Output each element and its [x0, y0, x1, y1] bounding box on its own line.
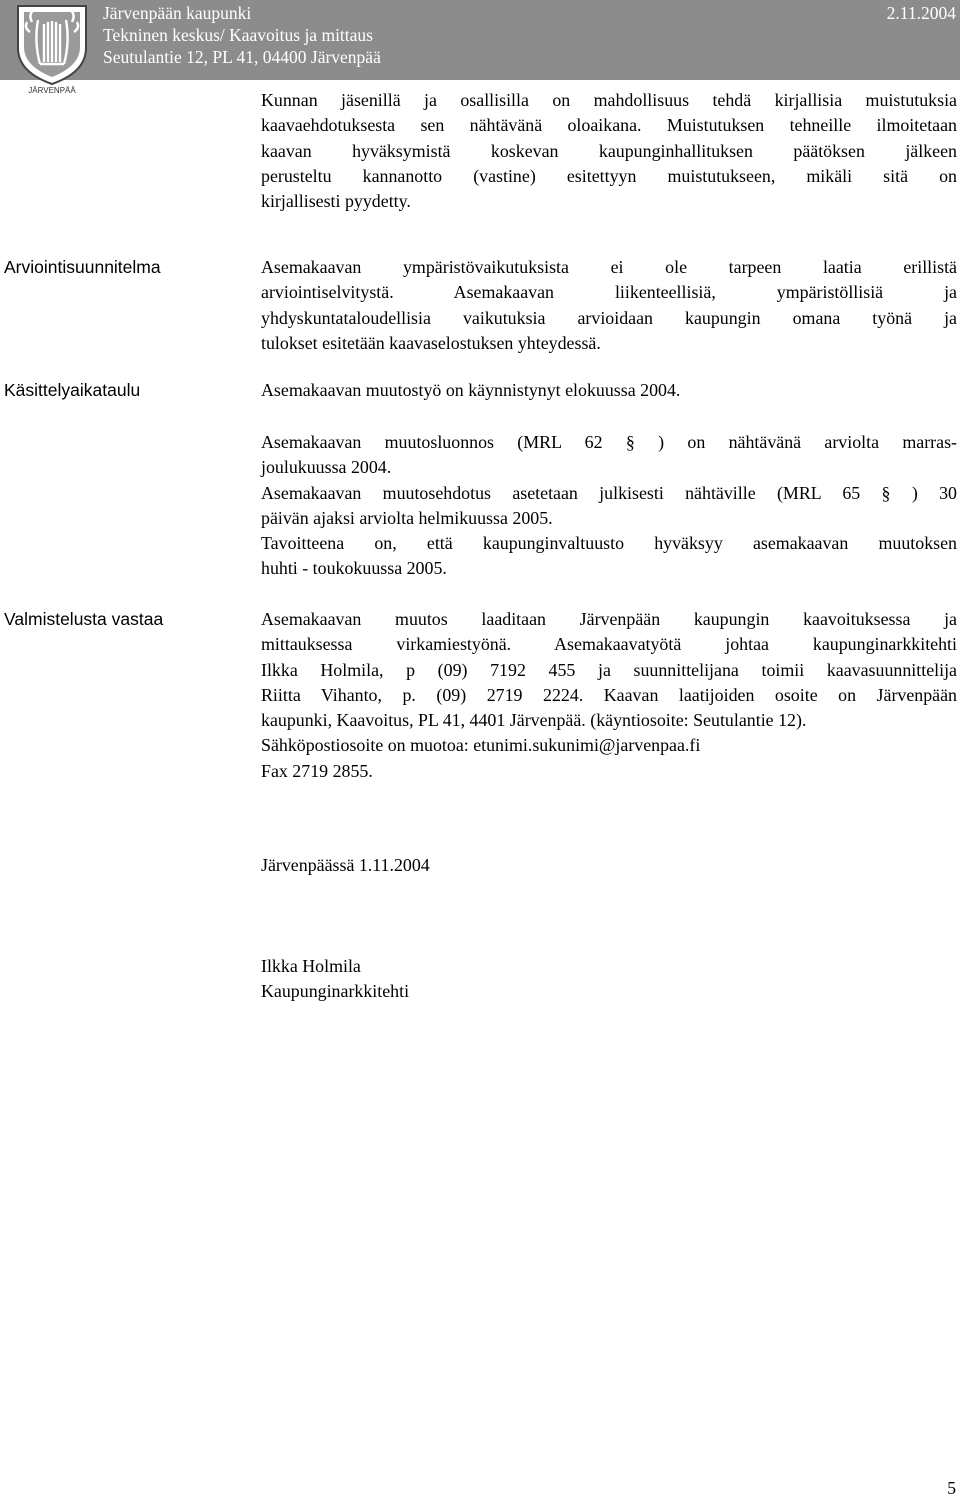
signature-place-date: [261, 853, 957, 878]
header-org: Järvenpään kaupunki: [103, 3, 252, 23]
intro-line: kaavaehdotuksesta sen nähtävänä oloaikana. Muistutuksen tehneille ilmoitetaan: [261, 115, 957, 136]
valmistelu-label: Valmistelusta vastaa: [4, 609, 164, 629]
intro-line: kaavan hyväksymistä koskevan kaupunginhallituksen päätöksen jälkeen: [261, 140, 957, 161]
signer-title: Kaupunginarkkitehti: [261, 981, 410, 1002]
kasittely-line: päivän ajaksi arviolta helmikuussa 2005.: [261, 507, 553, 528]
arviointi-line: tulokset esitetään kaavaselostuksen yhteydessä.: [261, 332, 601, 353]
kasittely-line: Asemakaavan muutosluonnos (MRL 62 § ) on nähtävänä arviolta marras-: [261, 432, 957, 452]
place-date: Järvenpäässä 1.11.2004: [261, 855, 430, 875]
valmistelu-line: Sähköpostiosoite on muotoa: etunimi.sukunimi@jarvenpaa.fi: [261, 735, 701, 756]
kasittely-paragraph-2: [261, 430, 957, 582]
intro-line: perusteltu kannanotto (vastine) esitettyyn muistutukseen, mikäli sitä on: [261, 165, 957, 186]
valmistelu-line: Fax 2719 2855.: [261, 760, 373, 781]
kasittely-line: huhti - toukokuussa 2005.: [261, 558, 447, 579]
kasittely-line: Asemakaavan muutosehdotus asetetaan julkisesti nähtäville (MRL 65 § ) 30: [261, 482, 957, 503]
intro-line: Kunnan jäsenillä ja osallisilla on mahdollisuus tehdä kirjallisia muistutuksia: [261, 90, 957, 110]
arviointi-paragraph: [261, 255, 957, 356]
valmistelu-line: Riitta Vihanto, p. (09) 2719 2224. Kaavan laatijoiden osoite on Järvenpään: [261, 684, 957, 705]
page-number: 5: [947, 1478, 956, 1498]
header-date: 2.11.2004: [886, 3, 956, 23]
header-address: Seutulantie 12, PL 41, 04400 Järvenpää: [103, 47, 381, 67]
arviointi-label: Arviointisuunnitelma: [4, 257, 161, 277]
header-department: Tekninen keskus/ Kaavoitus ja mittaus: [103, 25, 373, 45]
kasittely-line: Tavoitteena on, että kaupunginvaltuusto hyväksyy asemakaavan muutoksen: [261, 533, 957, 554]
arviointi-line: arviointiselvitystä. Asemakaavan liikenteellisiä, ympäristöllisiä ja: [261, 282, 957, 303]
valmistelu-line: Ilkka Holmila, p (09) 7192 455 ja suunnittelijana toimii kaavasuunnittelija: [261, 659, 957, 680]
valmistelu-line: mittauksessa virkamiestyönä. Asemakaavatyötä johtaa kaupunginarkkitehti: [261, 634, 957, 655]
intro-line: kirjallisesti pyydetty.: [261, 191, 411, 212]
valmistelu-line: Asemakaavan muutos laaditaan Järvenpään kaupungin kaavoituksessa ja: [261, 609, 957, 629]
arviointi-line: yhdyskuntataloudellisia vaikutuksia arvioidaan kaupungin omana työnä ja: [261, 307, 957, 328]
kasittely-label: Käsittelyaikataulu: [4, 380, 141, 400]
city-coat-of-arms-logo: [10, 2, 94, 96]
kasittely-line: Asemakaavan muutostyö on käynnistynyt elokuussa 2004.: [261, 380, 681, 400]
signer-name: Ilkka Holmila: [261, 956, 361, 976]
kasittely-line: joulukuussa 2004.: [261, 457, 392, 478]
kasittely-paragraph-1: [261, 378, 957, 403]
valmistelu-line: kaupunki, Kaavoitus, PL 41, 4401 Järvenpää. (käyntiosoite: Seutulantie 12).: [261, 710, 807, 731]
arviointi-line: Asemakaavan ympäristövaikutuksista ei ole tarpeen laatia erillistä: [261, 257, 957, 277]
valmistelu-paragraph: [261, 607, 957, 784]
signature-block: [261, 954, 957, 1005]
logo-text: JÄRVENPÄÄ: [28, 86, 76, 95]
intro-paragraph: [261, 88, 957, 214]
